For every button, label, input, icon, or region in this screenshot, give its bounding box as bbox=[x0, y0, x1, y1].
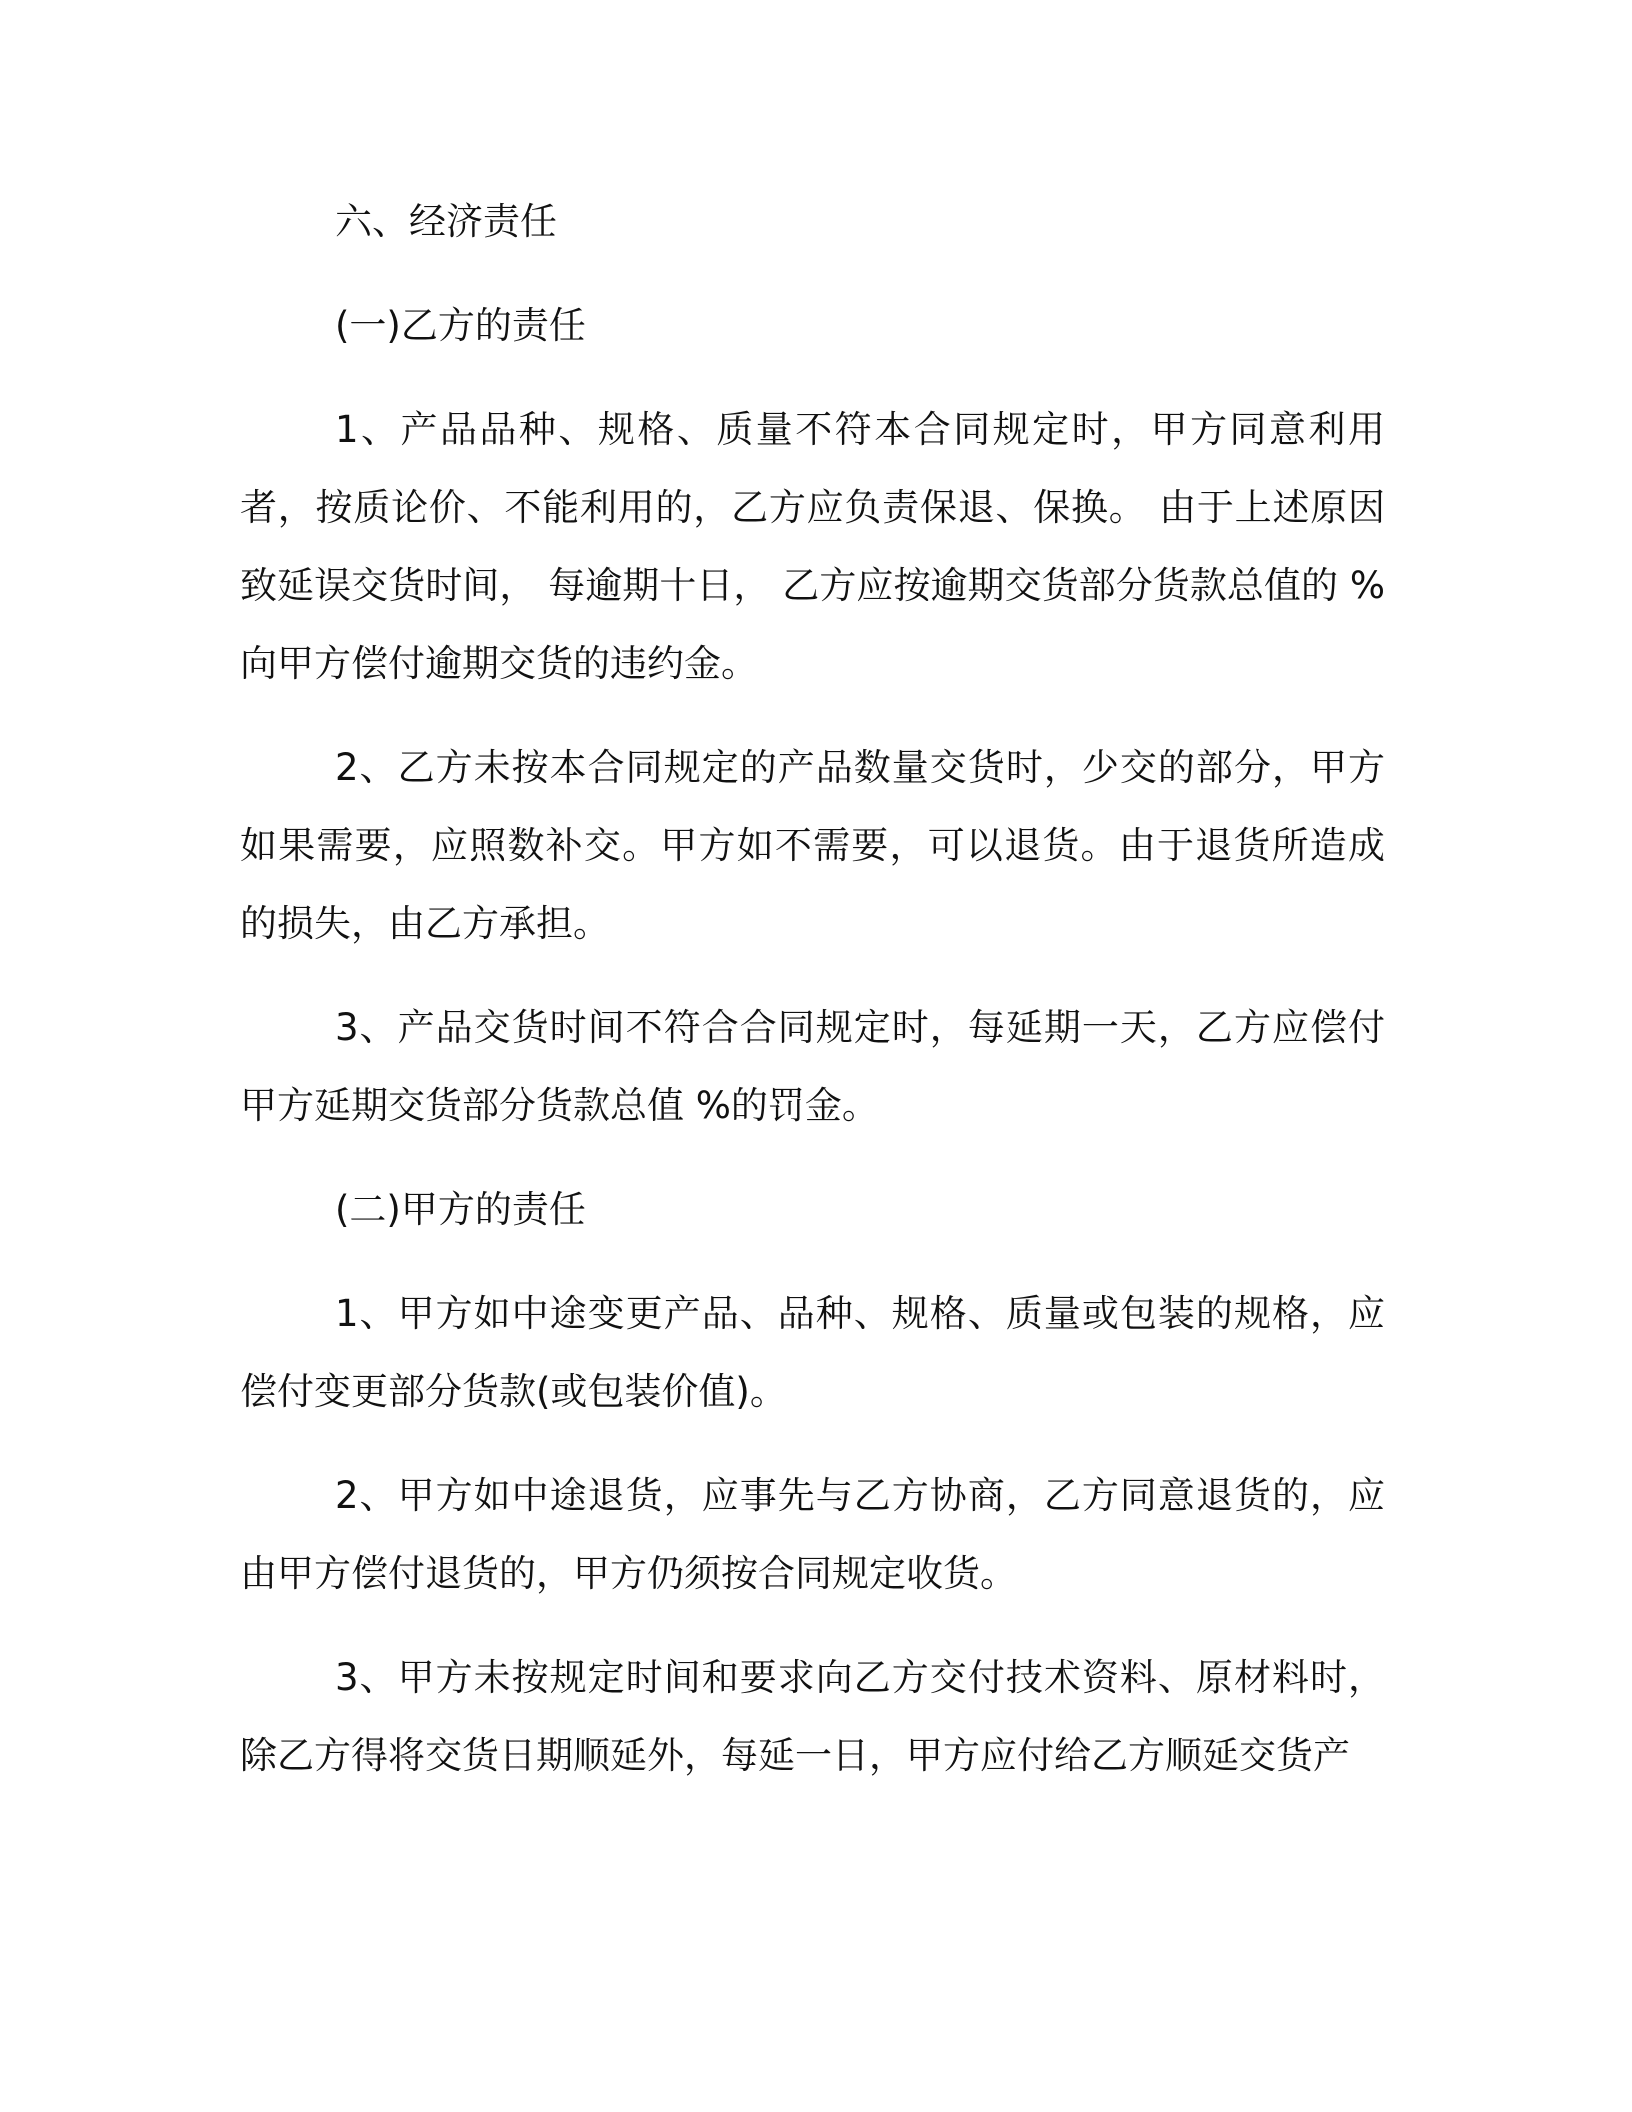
part-one-item-3: 3、产品交货时间不符合合同规定时，每延期一天，乙方应偿付甲方延期交货部分货款总值 %的罚金。 bbox=[240, 1006, 1385, 1127]
part-one-item-1: 1、产品品种、规格、质量不符本合同规定时，甲方同意利用者，按质论价、不能利用的，乙方应负责保退、保换。 由于上述原因致延误交货时间， 每逾期十日， 乙方应按逾期交货部分货款总值的 %向甲方偿付逾期交货的违约金。 bbox=[240, 408, 1385, 685]
section-title: 六、经济责任 bbox=[335, 200, 557, 243]
part-one-item-2: 2、乙方未按本合同规定的产品数量交货时，少交的部分，甲方如果需要，应照数补交。甲方如不需要，可以退货。由于退货所造成的损失，由乙方承担。 bbox=[240, 746, 1385, 945]
part-two-item-3: 3、甲方未按规定时间和要求向乙方交付技术资料、原材料时，除乙方得将交货日期顺延外，每延一日，甲方应付给乙方顺延交货产 bbox=[240, 1656, 1385, 1777]
document-body bbox=[240, 183, 1385, 1821]
part-two-item-1: 1、甲方如中途变更产品、品种、规格、质量或包装的规格，应偿付变更部分货款(或包装价值)。 bbox=[240, 1292, 1385, 1413]
part-two-heading: (二)甲方的责任 bbox=[335, 1188, 586, 1231]
part-two-item-2: 2、甲方如中途退货，应事先与乙方协商，乙方同意退货的，应由甲方偿付退货的，甲方仍须按合同规定收货。 bbox=[240, 1474, 1385, 1595]
part-one-heading: (一)乙方的责任 bbox=[335, 304, 586, 347]
